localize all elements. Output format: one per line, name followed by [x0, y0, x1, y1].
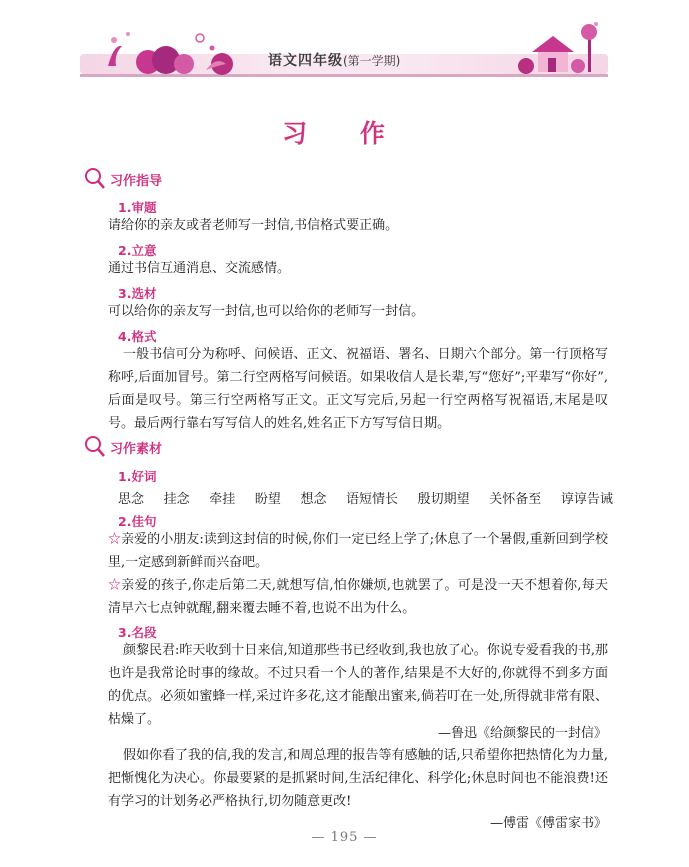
- magnifier-icon: [84, 435, 106, 459]
- word-list: [118, 488, 613, 507]
- star-icon: ☆: [108, 578, 122, 593]
- passages-label: 3.名段: [118, 625, 157, 640]
- passage-text: 颜黎民君:昨天收到十日来信,知道那些书已经收到,我也放了心。你说专爱看我的书,那也许是我常论时事的缘故。不过只看一个人的著作,结果是不大好的,你就得不到多方面的优点。必须如蜜蜂一样,采过许多花,这才能酿出蜜来,倘若叮在一处,所得就非常有限、枯燥了。: [108, 643, 608, 727]
- sentence-text: 亲爱的孩子,你走后第二天,就想写信,怕你嫌烦,也就罢了。可是没一天不想着你,每天清早六七点钟就醒,翻来覆去睡不着,也说不出为什么。: [108, 578, 608, 616]
- guide-heading-text: 习作指导: [110, 173, 163, 189]
- sentence-item: [108, 528, 608, 574]
- word-item: 挂念: [163, 492, 190, 507]
- passage-source: —傅雷《傅雷家书》: [489, 816, 607, 831]
- material-heading: [84, 435, 162, 459]
- guide-item-label: 4.格式: [118, 329, 157, 344]
- word-item: 思念: [118, 492, 145, 507]
- magnifier-icon: [84, 167, 106, 191]
- sentences-label: 2.佳句: [118, 514, 157, 529]
- guide-item-label: 3.选材: [118, 286, 157, 301]
- sentence-text: 亲爱的小朋友:读到这封信的时候,你们一定已经上学了;休息了一个暑假,重新回到学校里,一定感到新鲜而兴奋吧。: [108, 532, 608, 570]
- house-decoration-icon: [504, 20, 604, 80]
- guide-item-label: 1.审题: [118, 200, 157, 215]
- flower-decoration-icon: [88, 26, 238, 78]
- guide-heading: [84, 167, 162, 191]
- word-item: 殷切期望: [417, 492, 470, 507]
- word-item: 牵挂: [209, 492, 236, 507]
- word-item: 想念: [300, 492, 327, 507]
- sentence-item: [108, 574, 608, 620]
- word-item: 盼望: [254, 492, 281, 507]
- passage-source: —鲁迅《给颜黎民的一封信》: [437, 726, 607, 741]
- header-title: [268, 50, 400, 70]
- header-subtitle: (第一学期): [343, 54, 401, 68]
- guide-item-text: 可以给你的亲友写一封信,也可以给你的老师写一封信。: [108, 304, 425, 319]
- word-item: 语短情长: [346, 492, 399, 507]
- guide-item-label: 2.立意: [118, 243, 157, 258]
- word-item: 关怀备至: [489, 492, 542, 507]
- page-number: — 195 —: [311, 830, 378, 845]
- word-item: 谆谆告诫: [560, 492, 613, 507]
- passage-text: 假如你看了我的信,我的发言,和周总理的报告等有感触的话,只希望你把热情化为力量,把惭愧化为决心。你最要紧的是抓紧时间,生活纪律化、科学化;休息时间也不能浪费!还有学习的计划务必严格执行,切勿随意更改!: [108, 748, 608, 809]
- material-heading-text: 习作素材: [110, 441, 163, 457]
- page-title: 习 作: [282, 119, 407, 148]
- header-band: [80, 26, 608, 78]
- guide-item-text: 一般书信可分为称呼、问候语、正文、祝福语、署名、日期六个部分。第一行顶格写称呼,后面加冒号。第二行空两格写问候语。如果收信人是长辈,写“您好”;平辈写“你好”,后面是叹号。第三行空两格写正文。正文写完后,另起一行空两格写祝福语,末尾是叹号。最后两行靠右写写信人的姓名,姓名正下方写写信日期。: [108, 347, 608, 431]
- header-title-text: 语文四年级: [268, 53, 343, 69]
- words-label: 1.好词: [118, 469, 157, 484]
- star-icon: ☆: [108, 532, 122, 547]
- guide-item-text: 通过书信互通消息、交流感情。: [108, 261, 291, 276]
- guide-item-text: 请给你的亲友或者老师写一封信,书信格式要正确。: [108, 218, 399, 233]
